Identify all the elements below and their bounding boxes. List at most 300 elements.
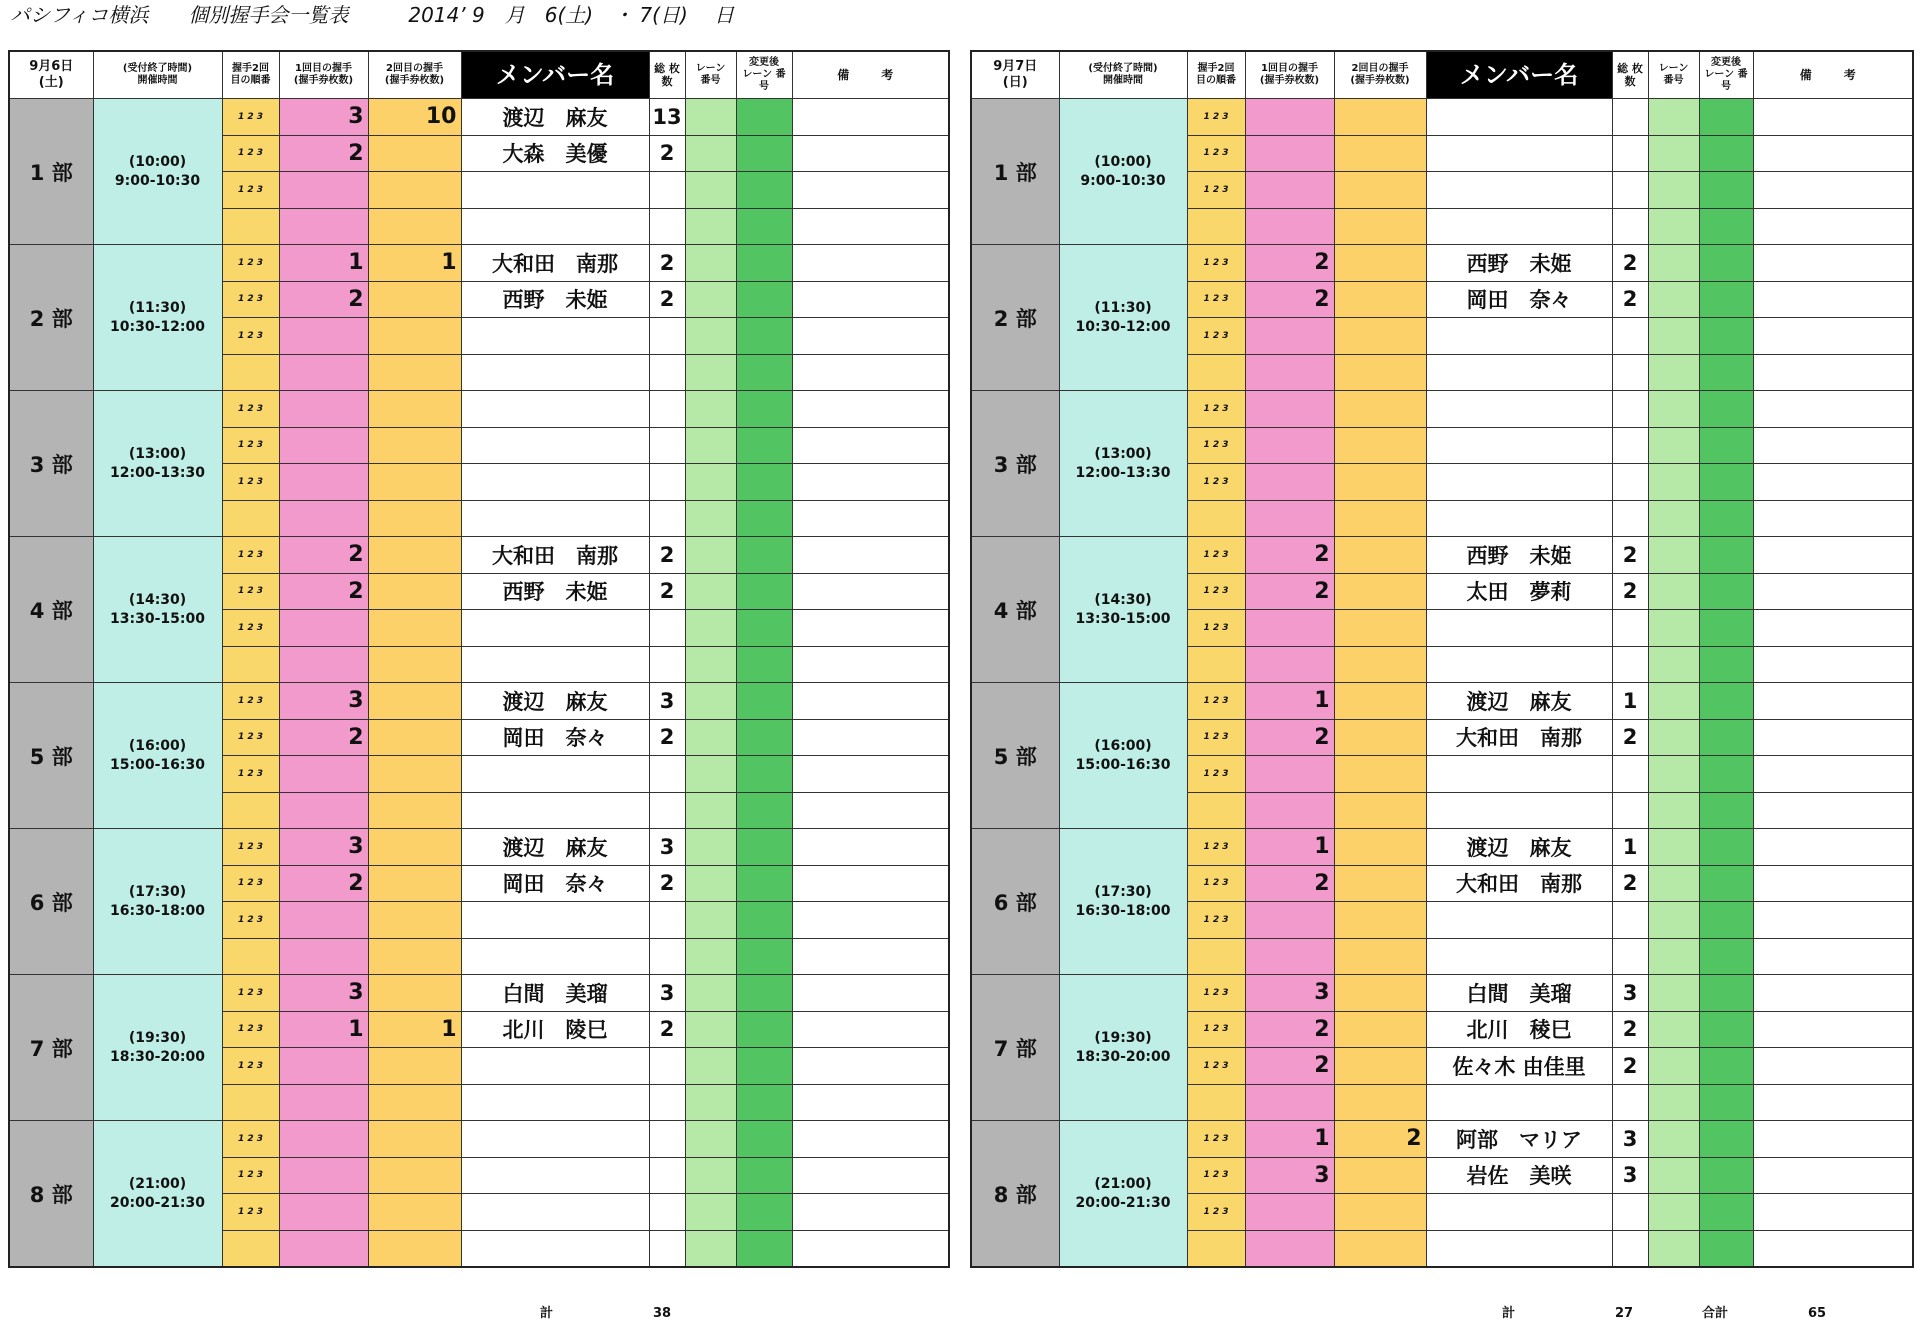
order-numbers: 1 2 3 — [1187, 245, 1245, 282]
session-time: (17:30) 16:30-18:00 — [93, 829, 222, 975]
total-count: 13 — [649, 99, 685, 136]
total-count: 3 — [649, 829, 685, 866]
note-cell — [792, 938, 949, 975]
second-handshake-count — [368, 172, 461, 209]
changed-lane-number — [1699, 1011, 1753, 1048]
changed-lane-number — [1699, 281, 1753, 318]
total-count — [649, 391, 685, 428]
total-count: 2 — [649, 281, 685, 318]
second-handshake-count — [1334, 1011, 1426, 1048]
changed-lane-number — [1699, 1194, 1753, 1231]
total-count — [1612, 646, 1648, 683]
changed-lane-number — [1699, 792, 1753, 829]
total-count — [649, 1121, 685, 1158]
changed-lane-number — [1699, 1048, 1753, 1085]
order-cell — [1187, 208, 1245, 245]
note-cell — [1753, 354, 1913, 391]
order-numbers: 1 2 3 — [1187, 135, 1245, 172]
lane-number — [685, 719, 736, 756]
member-name: 大和田 南那 — [461, 537, 649, 574]
member-name — [461, 1048, 649, 1085]
changed-lane-number — [1699, 1121, 1753, 1158]
order-numbers: 1 2 3 — [222, 1048, 279, 1085]
first-handshake-count — [1245, 427, 1334, 464]
order-numbers: 1 2 3 — [1187, 975, 1245, 1012]
part-label: 2 部 — [971, 245, 1059, 391]
changed-lane-number — [1699, 865, 1753, 902]
lane-number — [685, 1121, 736, 1158]
session-time: (17:30) 16:30-18:00 — [1059, 829, 1187, 975]
first-handshake-count — [279, 1121, 368, 1158]
part-label: 3 部 — [9, 391, 93, 537]
second-handshake-count: 2 — [1334, 1121, 1426, 1158]
second-handshake-count — [368, 646, 461, 683]
second-handshake-count — [1334, 792, 1426, 829]
sum-value-sep-6: 38 — [653, 1306, 672, 1321]
lane-number — [1648, 500, 1699, 537]
lane-number — [1648, 208, 1699, 245]
first-handshake-count — [1245, 902, 1334, 939]
second-handshake-count — [1334, 208, 1426, 245]
second-handshake-count — [1334, 391, 1426, 428]
note-cell — [792, 208, 949, 245]
total-count — [649, 354, 685, 391]
changed-lane-number — [1699, 99, 1753, 136]
header-order: 握手2回 目の順番 — [222, 51, 279, 99]
lane-number — [1648, 792, 1699, 829]
note-cell — [1753, 1157, 1913, 1194]
order-numbers: 1 2 3 — [222, 537, 279, 574]
header-row — [971, 51, 1913, 99]
note-cell — [1753, 1194, 1913, 1231]
note-cell — [1753, 172, 1913, 209]
first-handshake-count: 2 — [1245, 573, 1334, 610]
part-label: 1 部 — [971, 99, 1059, 245]
order-cell — [1187, 646, 1245, 683]
first-handshake-count — [1245, 610, 1334, 647]
changed-lane-number — [1699, 391, 1753, 428]
note-cell — [1753, 281, 1913, 318]
second-handshake-count — [1334, 975, 1426, 1012]
second-handshake-count — [368, 281, 461, 318]
table-row — [9, 829, 949, 866]
total-count — [649, 172, 685, 209]
changed-lane-number — [1699, 464, 1753, 501]
total-count: 1 — [1612, 829, 1648, 866]
note-cell — [792, 354, 949, 391]
session-time: (11:30) 10:30-12:00 — [1059, 245, 1187, 391]
changed-lane-number — [736, 1157, 792, 1194]
order-numbers: 1 2 3 — [222, 99, 279, 136]
lane-number — [685, 318, 736, 355]
sum-label-sep-7: 計 — [1502, 1306, 1516, 1321]
order-cell — [1187, 938, 1245, 975]
lane-number — [685, 975, 736, 1012]
changed-lane-number — [1699, 719, 1753, 756]
note-cell — [1753, 1121, 1913, 1158]
member-name — [461, 1084, 649, 1121]
member-name: 西野 未姫 — [461, 573, 649, 610]
member-name — [1426, 354, 1612, 391]
lane-number — [1648, 938, 1699, 975]
second-handshake-count: 10 — [368, 99, 461, 136]
second-handshake-count — [1334, 1084, 1426, 1121]
lane-number — [685, 756, 736, 793]
lane-number — [685, 208, 736, 245]
first-handshake-count — [279, 1157, 368, 1194]
member-name — [461, 938, 649, 975]
first-handshake-count — [1245, 464, 1334, 501]
total-count: 2 — [1612, 573, 1648, 610]
total-count — [649, 318, 685, 355]
sum-value-sep-7: 27 — [1615, 1306, 1634, 1321]
second-handshake-count — [368, 391, 461, 428]
session-time: (16:00) 15:00-16:30 — [1059, 683, 1187, 829]
total-count — [1612, 1084, 1648, 1121]
member-name — [1426, 902, 1612, 939]
note-cell — [792, 537, 949, 574]
member-name — [461, 1194, 649, 1231]
changed-lane-number — [736, 865, 792, 902]
lane-number — [685, 1011, 736, 1048]
note-cell — [1753, 99, 1913, 136]
schedule-table — [8, 50, 950, 1268]
header-note: 備 考 — [1753, 51, 1913, 99]
first-handshake-count: 3 — [1245, 975, 1334, 1012]
first-handshake-count — [1245, 646, 1334, 683]
lane-number — [1648, 610, 1699, 647]
first-handshake-count — [1245, 792, 1334, 829]
table-row — [9, 537, 949, 574]
second-handshake-count — [368, 792, 461, 829]
changed-lane-number — [736, 99, 792, 136]
table-row — [971, 1121, 1913, 1158]
session-time: (21:00) 20:00-21:30 — [93, 1121, 222, 1268]
lane-number — [1648, 573, 1699, 610]
lane-number — [1648, 318, 1699, 355]
note-cell — [1753, 1230, 1913, 1267]
lane-number — [1648, 1157, 1699, 1194]
second-handshake-count — [368, 1194, 461, 1231]
second-handshake-count — [1334, 865, 1426, 902]
lane-number — [685, 573, 736, 610]
changed-lane-number — [1699, 1084, 1753, 1121]
total-count — [1612, 1230, 1648, 1267]
lane-number — [685, 683, 736, 720]
first-handshake-count — [1245, 318, 1334, 355]
changed-lane-number — [1699, 975, 1753, 1012]
second-handshake-count — [1334, 500, 1426, 537]
order-cell — [222, 1084, 279, 1121]
session-time: (10:00) 9:00-10:30 — [93, 99, 222, 245]
member-name: 大和田 南那 — [1426, 865, 1612, 902]
second-handshake-count — [1334, 245, 1426, 282]
note-cell — [1753, 829, 1913, 866]
second-handshake-count — [368, 208, 461, 245]
lane-number — [1648, 829, 1699, 866]
note-cell — [1753, 208, 1913, 245]
note-cell — [1753, 719, 1913, 756]
note-cell — [1753, 464, 1913, 501]
changed-lane-number — [736, 1084, 792, 1121]
lane-number — [1648, 537, 1699, 574]
first-handshake-count — [1245, 354, 1334, 391]
note-cell — [792, 281, 949, 318]
second-handshake-count — [1334, 318, 1426, 355]
lane-number — [685, 427, 736, 464]
first-handshake-count — [1245, 1194, 1334, 1231]
lane-number — [1648, 1084, 1699, 1121]
header-lane: レーン 番号 — [685, 51, 736, 99]
order-numbers: 1 2 3 — [222, 1121, 279, 1158]
note-cell — [1753, 756, 1913, 793]
member-name — [461, 792, 649, 829]
order-numbers: 1 2 3 — [1187, 172, 1245, 209]
session-time: (14:30) 13:30-15:00 — [1059, 537, 1187, 683]
note-cell — [792, 719, 949, 756]
first-handshake-count — [279, 208, 368, 245]
total-count: 2 — [1612, 281, 1648, 318]
total-count — [1612, 610, 1648, 647]
total-count: 2 — [649, 245, 685, 282]
member-name: 岡田 奈々 — [461, 865, 649, 902]
first-handshake-count — [1245, 756, 1334, 793]
total-count — [1612, 500, 1648, 537]
lane-number — [685, 610, 736, 647]
lane-number — [685, 902, 736, 939]
lane-number — [1648, 354, 1699, 391]
member-name — [461, 208, 649, 245]
first-handshake-count — [279, 756, 368, 793]
second-handshake-count — [1334, 427, 1426, 464]
member-name — [461, 354, 649, 391]
note-cell — [792, 464, 949, 501]
note-cell — [1753, 1048, 1913, 1085]
changed-lane-number — [736, 354, 792, 391]
order-numbers: 1 2 3 — [222, 865, 279, 902]
first-handshake-count — [1245, 391, 1334, 428]
first-handshake-count: 2 — [279, 135, 368, 172]
total-count: 2 — [649, 135, 685, 172]
lane-number — [685, 646, 736, 683]
member-name: 北川 陵巳 — [461, 1011, 649, 1048]
grand-total-value: 65 — [1808, 1306, 1827, 1321]
table-row — [971, 99, 1913, 136]
note-cell — [792, 318, 949, 355]
order-cell — [222, 792, 279, 829]
first-handshake-count: 2 — [1245, 245, 1334, 282]
header-total: 総 枚 数 — [649, 51, 685, 99]
lane-number — [1648, 245, 1699, 282]
lane-number — [1648, 975, 1699, 1012]
changed-lane-number — [736, 1011, 792, 1048]
lane-number — [685, 1230, 736, 1267]
first-handshake-count — [279, 318, 368, 355]
first-handshake-count — [279, 792, 368, 829]
second-handshake-count — [368, 318, 461, 355]
order-numbers: 1 2 3 — [1187, 464, 1245, 501]
second-handshake-count — [368, 573, 461, 610]
header-member-name: メンバー名 — [461, 51, 649, 99]
note-cell — [1753, 500, 1913, 537]
member-name: 西野 未姫 — [1426, 245, 1612, 282]
header-row — [9, 51, 949, 99]
first-handshake-count — [1245, 500, 1334, 537]
order-cell — [222, 500, 279, 537]
changed-lane-number — [1699, 537, 1753, 574]
total-count — [649, 756, 685, 793]
order-numbers: 1 2 3 — [1187, 756, 1245, 793]
first-handshake-count: 1 — [279, 1011, 368, 1048]
note-cell — [1753, 902, 1913, 939]
part-label: 8 部 — [9, 1121, 93, 1268]
note-cell — [792, 245, 949, 282]
order-numbers: 1 2 3 — [222, 683, 279, 720]
changed-lane-number — [1699, 354, 1753, 391]
total-count — [649, 610, 685, 647]
changed-lane-number — [736, 391, 792, 428]
order-numbers: 1 2 3 — [222, 172, 279, 209]
schedule-table — [970, 50, 1914, 1268]
member-name: 西野 未姫 — [461, 281, 649, 318]
member-name — [461, 391, 649, 428]
first-handshake-count — [279, 427, 368, 464]
order-numbers: 1 2 3 — [222, 573, 279, 610]
member-name: 岡田 奈々 — [1426, 281, 1612, 318]
lane-number — [685, 172, 736, 209]
total-count: 2 — [649, 537, 685, 574]
lane-number — [685, 281, 736, 318]
member-name — [1426, 427, 1612, 464]
lane-number — [1648, 281, 1699, 318]
total-count — [649, 500, 685, 537]
first-handshake-count — [1245, 208, 1334, 245]
second-handshake-count — [1334, 829, 1426, 866]
order-numbers: 1 2 3 — [222, 1011, 279, 1048]
changed-lane-number — [736, 172, 792, 209]
part-label: 6 部 — [9, 829, 93, 975]
order-cell — [1187, 1084, 1245, 1121]
table-row — [9, 1121, 949, 1158]
order-numbers: 1 2 3 — [1187, 865, 1245, 902]
note-cell — [792, 829, 949, 866]
part-label: 3 部 — [971, 391, 1059, 537]
order-numbers: 1 2 3 — [1187, 281, 1245, 318]
changed-lane-number — [736, 610, 792, 647]
order-numbers: 1 2 3 — [1187, 391, 1245, 428]
part-label: 6 部 — [971, 829, 1059, 975]
second-handshake-count — [368, 610, 461, 647]
member-name: 渡辺 麻友 — [461, 683, 649, 720]
member-name: 北川 稜巳 — [1426, 1011, 1612, 1048]
changed-lane-number — [1699, 500, 1753, 537]
total-count — [649, 646, 685, 683]
changed-lane-number — [1699, 938, 1753, 975]
total-count — [1612, 391, 1648, 428]
order-numbers: 1 2 3 — [222, 1194, 279, 1231]
second-handshake-count — [1334, 1230, 1426, 1267]
first-handshake-count — [279, 464, 368, 501]
second-handshake-count — [368, 756, 461, 793]
order-numbers: 1 2 3 — [1187, 99, 1245, 136]
session-time: (21:00) 20:00-21:30 — [1059, 1121, 1187, 1268]
changed-lane-number — [736, 938, 792, 975]
total-count: 2 — [649, 719, 685, 756]
changed-lane-number — [1699, 427, 1753, 464]
total-count — [1612, 756, 1648, 793]
order-cell — [1187, 354, 1245, 391]
total-count — [649, 902, 685, 939]
note-cell — [1753, 318, 1913, 355]
member-name — [1426, 391, 1612, 428]
changed-lane-number — [1699, 756, 1753, 793]
member-name — [461, 902, 649, 939]
first-handshake-count — [1245, 99, 1334, 136]
note-cell — [1753, 938, 1913, 975]
order-numbers: 1 2 3 — [222, 427, 279, 464]
member-name: 渡辺 麻友 — [1426, 829, 1612, 866]
note-cell — [792, 756, 949, 793]
changed-lane-number — [736, 1230, 792, 1267]
second-handshake-count — [1334, 683, 1426, 720]
lane-number — [685, 1048, 736, 1085]
order-numbers: 1 2 3 — [222, 464, 279, 501]
note-cell — [792, 391, 949, 428]
note-cell — [1753, 1084, 1913, 1121]
total-count: 2 — [1612, 719, 1648, 756]
header-second-handshake: 2回目の握手 (握手券枚数) — [368, 51, 461, 99]
lane-number — [1648, 391, 1699, 428]
changed-lane-number — [1699, 683, 1753, 720]
header-date: 9月6日 (土) — [9, 51, 93, 99]
second-handshake-count — [368, 865, 461, 902]
lane-number — [1648, 1011, 1699, 1048]
order-numbers: 1 2 3 — [1187, 1194, 1245, 1231]
order-cell — [1187, 792, 1245, 829]
changed-lane-number — [1699, 208, 1753, 245]
order-numbers: 1 2 3 — [222, 318, 279, 355]
note-cell — [1753, 792, 1913, 829]
note-cell — [1753, 245, 1913, 282]
lane-number — [1648, 172, 1699, 209]
total-count — [649, 1048, 685, 1085]
lane-number — [685, 1084, 736, 1121]
note-cell — [1753, 573, 1913, 610]
first-handshake-count: 2 — [279, 719, 368, 756]
total-count: 2 — [1612, 1048, 1648, 1085]
total-count — [649, 1157, 685, 1194]
member-name: 太田 夢莉 — [1426, 573, 1612, 610]
second-handshake-count — [368, 1230, 461, 1267]
note-cell — [792, 500, 949, 537]
member-name: 大和田 南那 — [1426, 719, 1612, 756]
sheet-sep-7 — [970, 50, 1912, 1268]
note-cell — [792, 1157, 949, 1194]
sum-label-sep-6: 計 — [540, 1306, 554, 1321]
total-count — [1612, 792, 1648, 829]
lane-number — [1648, 464, 1699, 501]
changed-lane-number — [736, 719, 792, 756]
member-name — [1426, 646, 1612, 683]
first-handshake-count: 2 — [279, 281, 368, 318]
note-cell — [1753, 135, 1913, 172]
changed-lane-number — [736, 1048, 792, 1085]
note-cell — [1753, 537, 1913, 574]
session-time: (11:30) 10:30-12:00 — [93, 245, 222, 391]
total-count: 2 — [1612, 1011, 1648, 1048]
member-name — [461, 464, 649, 501]
header-first-handshake: 1回目の握手 (握手券枚数) — [1245, 51, 1334, 99]
